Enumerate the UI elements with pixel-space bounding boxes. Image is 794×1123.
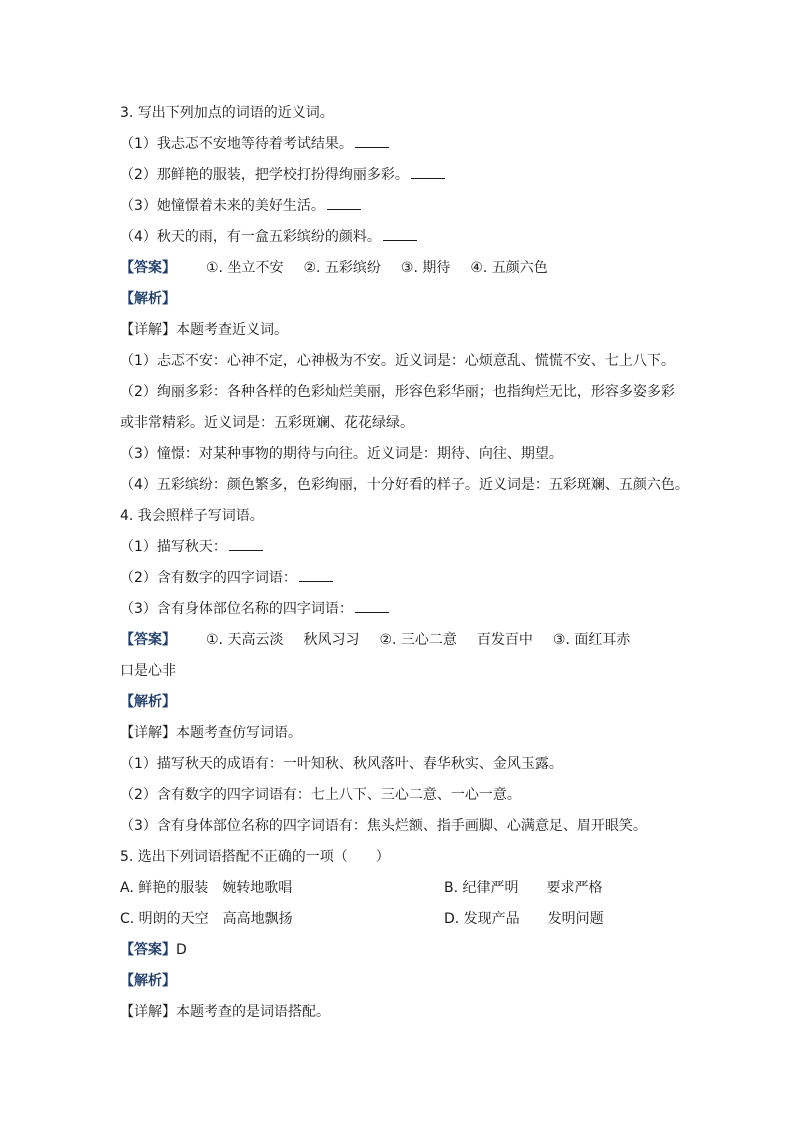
answer-value: D bbox=[176, 942, 187, 958]
q3-note-2: （2）绚丽多彩：各种各样的色彩灿烂美丽，形容色彩华丽；也指绚烂无比，形容多姿多彩或非常精彩。近义词是：五彩斑斓、花花绿绿。 bbox=[120, 384, 675, 431]
q5-options-row-1 bbox=[120, 873, 680, 904]
answer-label: 【答案】 bbox=[120, 942, 176, 958]
q3-note-4: （4）五彩缤纷：颜色繁多，色彩绚丽，十分好看的样子。近义词是：五彩斑斓、五颜六色。 bbox=[120, 477, 689, 493]
answer-blank[interactable] bbox=[411, 164, 445, 179]
q4-detail: 【详解】本题考查仿写词语。 bbox=[120, 725, 302, 741]
q3-item-2: （2）那鲜艳的服装，把学校打扮得绚丽多彩。 bbox=[120, 160, 680, 191]
answer-blank[interactable] bbox=[229, 536, 263, 551]
q3-item-4: （4）秋天的雨，有一盒五彩缤纷的颜料。 bbox=[120, 222, 680, 253]
q5-title: 5. 选出下列词语搭配不正确的一项（ ） bbox=[120, 849, 390, 865]
q5-detail: 【详解】本题考查的是词语搭配。 bbox=[120, 1004, 330, 1020]
q3-item-1: （1）我忐忑不安地等待着考试结果。 bbox=[120, 129, 680, 160]
q4-note-3: （3）含有身体部位名称的四字词语有：焦头烂额、指手画脚、心满意足、眉开眼笑。 bbox=[120, 818, 647, 834]
answer-blank[interactable] bbox=[383, 226, 417, 241]
q4-note-1: （1）描写秋天的成语有：一叶知秋、秋风落叶、春华秋实、金风玉露。 bbox=[120, 756, 563, 772]
option-c[interactable]: C. 明朗的天空 高高地飘扬 bbox=[120, 911, 293, 927]
q3-note-3: （3）憧憬：对某种事物的期待与向往。近义词是：期待、向往、期望。 bbox=[120, 446, 563, 462]
q3-analysis-label: 【解析】 bbox=[120, 291, 176, 307]
option-a[interactable]: A. 鲜艳的服装 婉转地歌唱 bbox=[120, 880, 293, 896]
answer-blank[interactable] bbox=[355, 598, 389, 613]
option-d[interactable]: D. 发现产品 发明问题 bbox=[444, 911, 604, 927]
answer-blank[interactable] bbox=[299, 567, 333, 582]
document-page bbox=[120, 98, 689, 1028]
q5-answer bbox=[120, 935, 680, 966]
q3-detail: 【详解】本题考查近义词。 bbox=[120, 322, 288, 338]
answer-label: 【答案】 bbox=[120, 632, 176, 648]
q4-item-2: （2）含有数字的四字词语： bbox=[120, 563, 680, 594]
option-b[interactable]: B. 纪律严明 要求严格 bbox=[444, 880, 603, 896]
answer-label: 【答案】 bbox=[120, 260, 176, 276]
q3-title: 3. 写出下列加点的词语的近义词。 bbox=[120, 105, 334, 121]
q4-analysis-label: 【解析】 bbox=[120, 694, 176, 710]
q3-note-1: （1）忐忑不安：心神不定，心神极为不安。近义词是：心烦意乱、慌慌不安、七上八下。 bbox=[120, 353, 675, 369]
q5-analysis-label: 【解析】 bbox=[120, 973, 176, 989]
q4-answer: 【答案】 ①. 天高云淡 秋风习习 ②. 三心二意 百发百中 ③. 面红耳赤 bbox=[120, 632, 631, 648]
q4-item-1: （1）描写秋天： bbox=[120, 532, 680, 563]
answer-blank[interactable] bbox=[327, 195, 361, 210]
q5-options-row-2 bbox=[120, 904, 680, 935]
q3-item-3: （3）她憧憬着未来的美好生活。 bbox=[120, 191, 680, 222]
q3-answer: 【答案】 ①. 坐立不安 ②. 五彩缤纷 ③. 期待 ④. 五颜六色 bbox=[120, 260, 548, 276]
q4-item-3: （3）含有身体部位名称的四字词语： bbox=[120, 594, 680, 625]
q4-answer-cont: 口是心非 bbox=[120, 663, 176, 679]
q4-title: 4. 我会照样子写词语。 bbox=[120, 508, 264, 524]
answer-blank[interactable] bbox=[355, 133, 389, 148]
q4-note-2: （2）含有数字的四字词语有：七上八下、三心二意、一心一意。 bbox=[120, 787, 521, 803]
